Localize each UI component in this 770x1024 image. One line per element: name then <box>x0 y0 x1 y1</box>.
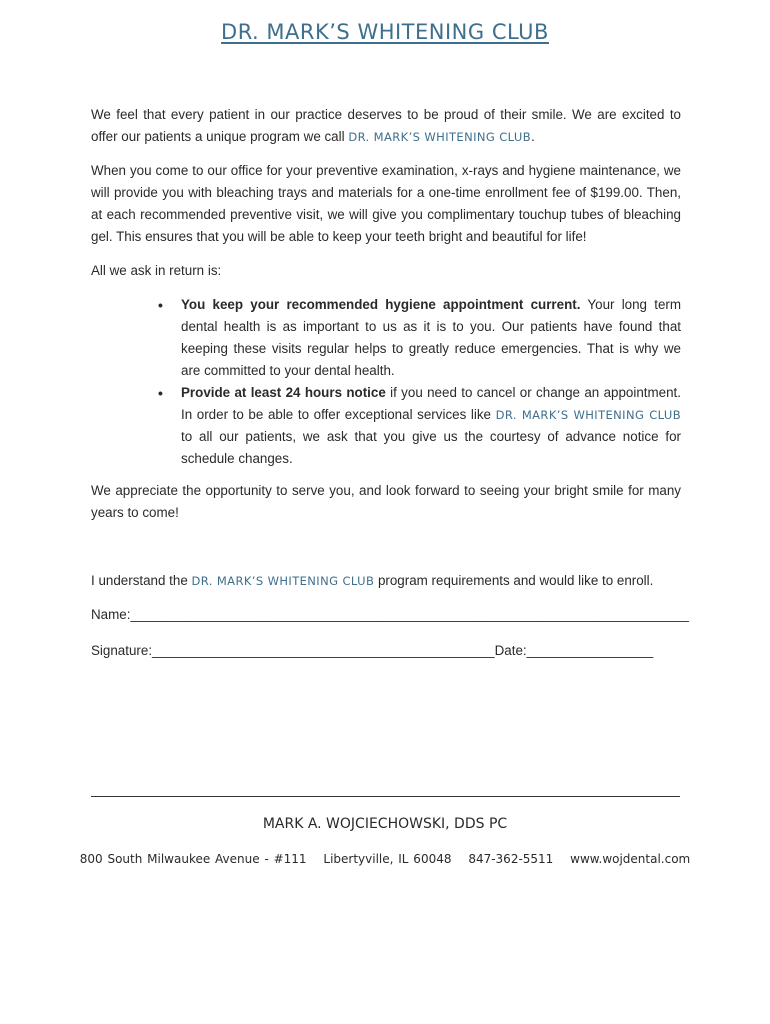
intro-text: We feel that every patient in our practice deserves to be proud of their smile. We are excited to offer our patients a unique program we call <box>91 107 681 144</box>
program-paragraph: When you come to our office for your preventive examination, x-rays and hygiene maintenance, we will provide you with bleaching trays and materials for a one-time enrollment fee of $199.00. Then, at each recommended preventive visit, we will give you complimentary touchup tubes of bleaching gel. This ensures that you will be able to keep your teeth bright and beautiful for life! <box>91 163 681 244</box>
list-item-heading: Provide at least 24 hours notice <box>181 385 386 400</box>
list-item-text: Your long term dental health is as important to us as it is to you. Our patients have found that keeping these visits regular helps to greatly reduce emergencies. That is why we are committed to your dental health. <box>181 297 682 378</box>
document-body <box>91 104 689 676</box>
return-paragraph: All we ask in return is: <box>91 263 222 278</box>
closing-paragraph: We appreciate the opportunity to serve you, and look forward to seeing your bright smile for many years to come! <box>91 483 681 520</box>
enroll-paragraph <box>91 570 681 592</box>
page-title: DR. MARK’S WHITENING CLUB <box>221 20 549 44</box>
practice-name: MARK A. WOJCIECHOWSKI, DDS PC <box>262 816 508 832</box>
phone-number: 847-362-5511 <box>468 852 554 866</box>
requirements-list <box>91 294 681 470</box>
street-address: 800 South Milwaukee Avenue - #111 <box>79 852 307 866</box>
list-item-text-end: to all our patients, we ask that you give us the courtesy of advance notice for schedule changes. <box>181 429 681 466</box>
bullet-icon: • <box>158 297 163 313</box>
club-name: DR. MARK’S WHITENING CLUB <box>348 130 532 144</box>
enroll-text: I understand the <box>91 573 192 588</box>
club-name: DR. MARK’S WHITENING CLUB <box>495 408 681 422</box>
bullet-icon: • <box>158 385 163 401</box>
signature-field[interactable]: Signature:______________________________________________Date:_________________ <box>91 643 654 658</box>
contact-line <box>0 852 770 866</box>
footer-divider <box>91 796 680 797</box>
website-link[interactable]: www.wojdental.com <box>570 852 691 866</box>
intro-paragraph <box>91 104 681 148</box>
enroll-text-end: program requirements and would like to enroll. <box>374 573 654 588</box>
list-item <box>158 294 682 382</box>
club-name: DR. MARK’S WHITENING CLUB <box>191 574 375 588</box>
name-field[interactable]: Name:___________________________________________________________________________ <box>91 607 689 622</box>
list-item <box>158 382 681 470</box>
intro-end: . <box>531 129 535 144</box>
city-state-zip: Libertyville, IL 60048 <box>323 852 452 866</box>
list-item-heading: You keep your recommended hygiene appointment current. <box>181 297 581 312</box>
list-item-text: if you need to cancel or change an appointment. In order to be able to offer exceptional services like <box>181 385 681 422</box>
